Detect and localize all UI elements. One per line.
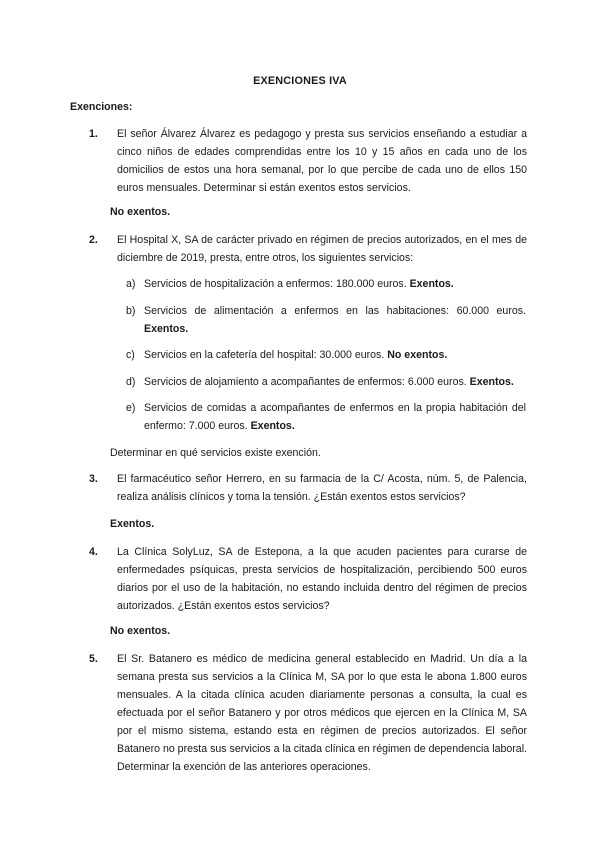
subitem-text: Servicios de alimentación a enfermos en las habitaciones: 60.000 euros. bbox=[144, 305, 526, 317]
exercise-text: El Hospital X, SA de carácter privado en régimen de precios autorizados, en el mes de diciembre de 2019, presta, entre otros, los siguientes servicios: bbox=[117, 234, 527, 264]
exercise-text: El señor Álvarez Álvarez es pedagogo y presta sus servicios enseñando a estudiar a cinco niños de edades comprendidas entre los 10 y 15 años en cada uno de los domicilios de estos una hora semanal, por lo que percibe de cada uno de ellos 150 euros mensuales. Determinar si están exentos estos servicios. bbox=[117, 128, 527, 194]
subitem-letter: a) bbox=[126, 278, 136, 290]
exercise-number: 4. bbox=[89, 546, 98, 558]
exercise-3 bbox=[89, 470, 527, 506]
exercise-number: 2. bbox=[89, 234, 98, 246]
subitem-d bbox=[126, 373, 526, 391]
exercise-4 bbox=[89, 543, 527, 615]
subitem-b bbox=[126, 302, 526, 338]
document-title: EXENCIONES IVA bbox=[253, 75, 347, 87]
exercise-text: El Sr. Batanero es médico de medicina general establecido en Madrid. Un día a la semana presta sus servicios a la Clínica M, SA por lo que esta le abona 1.800 euros mensuales. A la citada clínica acuden diariamente personas a consulta, la cual es efectuada por el señor Batanero y por otros médicos que ejercen en la Clínica M, SA por el mismo sistema, estando esta en régimen de precios autorizados. El señor Batanero no presta sus servicios a la citada clínica en régimen de dependencia laboral. Determinar la exención de las anteriores operaciones. bbox=[117, 653, 527, 773]
subitem-text: Servicios de comidas a acompañantes de enfermos en la propia habitación del enfermo: 7.000 euros. bbox=[144, 402, 526, 432]
subitem-text: Servicios en la cafetería del hospital: 30.000 euros. bbox=[144, 349, 385, 361]
subitem-verdict: No exentos. bbox=[387, 349, 448, 361]
subitem-verdict: Exentos. bbox=[250, 420, 295, 432]
subitem-e bbox=[126, 399, 526, 435]
subitem-letter: b) bbox=[126, 305, 136, 317]
exercise-1 bbox=[89, 125, 527, 197]
exercise-1-answer: No exentos. bbox=[110, 206, 171, 218]
subitem-text: Servicios de alojamiento a acompañantes de enfermos: 6.000 euros. bbox=[144, 376, 467, 388]
subitem-c bbox=[126, 346, 526, 364]
exercise-5 bbox=[89, 650, 527, 776]
exercise-number: 3. bbox=[89, 473, 98, 485]
exercise-text: La Clínica SolyLuz, SA de Estepona, a la que acuden pacientes para curarse de enfermedades psíquicas, presta servicios de hospitalización, percibiendo 500 euros diarios por el uso de la habitación, no estando incluida dentro del régimen de precios autorizados. ¿Están exentos estos servicios? bbox=[117, 546, 527, 612]
section-heading: Exenciones: bbox=[70, 101, 133, 113]
subitem-verdict: Exentos. bbox=[409, 278, 454, 290]
subitem-letter: c) bbox=[126, 349, 135, 361]
subitem-text: Servicios de hospitalización a enfermos: 180.000 euros. bbox=[144, 278, 407, 290]
exercise-text: El farmacéutico señor Herrero, en su farmacia de la C/ Acosta, núm. 5, de Palencia, realiza análisis clínicos y toma la tensión. ¿Están exentos estos servicios? bbox=[117, 473, 527, 503]
exercise-number: 5. bbox=[89, 653, 98, 665]
subitem-verdict: Exentos. bbox=[469, 376, 514, 388]
subitem-letter: e) bbox=[126, 402, 136, 414]
exercise-2 bbox=[89, 231, 527, 267]
subitem-verdict: Exentos. bbox=[144, 323, 189, 335]
exercise-3-answer: Exentos. bbox=[110, 518, 155, 530]
subitem-a bbox=[126, 275, 526, 293]
subitem-letter: d) bbox=[126, 376, 136, 388]
exercise-2-closing: Determinar en qué servicios existe exención. bbox=[110, 447, 321, 459]
exercise-4-answer: No exentos. bbox=[110, 625, 171, 637]
exercise-number: 1. bbox=[89, 128, 98, 140]
